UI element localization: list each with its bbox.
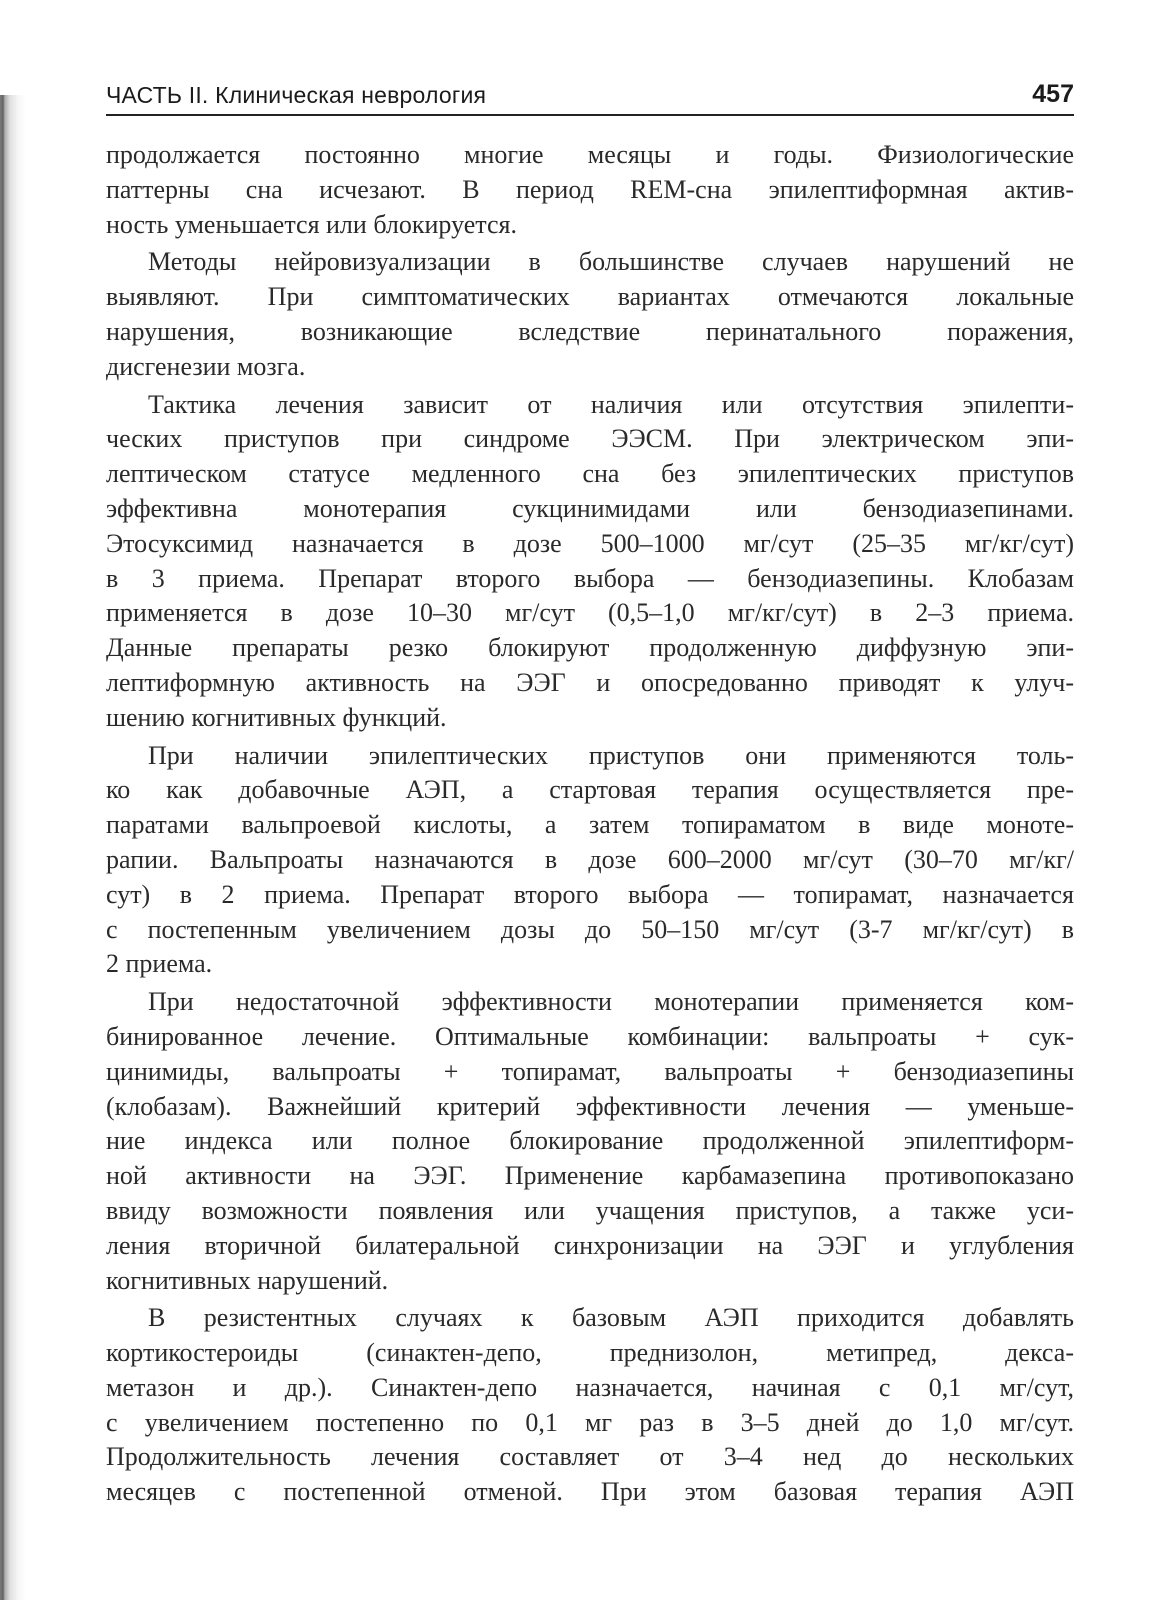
text-line: нарушения, возникающие вследствие перинатального поражения, (106, 316, 1074, 346)
text-line: ческих приступов при синдроме ЭЭСМ. При электрическом эпи- (106, 424, 1074, 454)
scan-binding-edge (0, 95, 26, 1600)
text-line: рапии. Вальпроаты назначаются в дозе 600–2000 мг/сут (30–70 мг/кг/ (106, 844, 1074, 874)
text-line: шению когнитивных функций. (106, 702, 447, 732)
text-line: когнитивных нарушений. (106, 1265, 389, 1295)
text-line: Этосуксимид назначается в дозе 500–1000 мг/сут (25–35 мг/кг/сут) (106, 528, 1074, 558)
text-line: цинимиды, вальпроаты + топирамат, вальпроаты + бензодиазепины (106, 1056, 1074, 1086)
text-line: паратами вальпроевой кислоты, а затем топираматом в виде моноте- (106, 810, 1074, 840)
text-line: месяцев с постепенной отменой. При этом базовая терапия АЭП (106, 1477, 1074, 1507)
text-line: Данные препараты резко блокируют продолженную диффузную эпи- (106, 633, 1074, 663)
paragraph (106, 985, 1074, 1298)
running-header (106, 80, 1074, 116)
page-number: 457 (1032, 80, 1074, 108)
text-line: ввиду возможности появления или учащения приступов, а также уси- (106, 1195, 1074, 1225)
text-line: в 3 приема. Препарат второго выбора — бензодиазепины. Клобазам (106, 563, 1074, 593)
text-line: 2 приема. (106, 949, 213, 979)
text-line: ления вторичной билатеральной синхронизации на ЭЭГ и углубления (106, 1230, 1074, 1260)
text-line: При недостаточной эффективности монотерапии применяется ком- (148, 987, 1074, 1017)
text-line: сут) в 2 приема. Препарат второго выбора — топирамат, назначается (106, 879, 1074, 909)
text-line: бинированное лечение. Оптимальные комбинации: вальпроаты + сук- (106, 1021, 1074, 1051)
text-line: кортикостероиды (синактен-депо, преднизолон, метипред, декса- (106, 1338, 1074, 1368)
text-line: эффективна монотерапия сукцинимидами или бензодиазепинами. (106, 493, 1074, 523)
paragraph (106, 739, 1074, 983)
paragraph (106, 388, 1074, 736)
text-line: ной активности на ЭЭГ. Применение карбамазепина противопоказано (106, 1161, 1074, 1191)
text-line: метазон и др.). Синактен-депо назначается, начиная с 0,1 мг/сут, (106, 1372, 1074, 1402)
paragraph (106, 138, 1074, 242)
text-line: с увеличением постепенно по 0,1 мг раз в 3–5 дней до 1,0 мг/сут. (106, 1407, 1074, 1437)
text-line: ние индекса или полное блокирование продолженной эпилептиформ- (106, 1126, 1074, 1156)
body-text (106, 138, 1074, 1513)
text-line: (клобазам). Важнейший критерий эффективности лечения — уменьше- (106, 1091, 1074, 1121)
text-line: При наличии эпилептических приступов они применяются толь- (148, 740, 1074, 770)
text-line: лептическом статусе медленного сна без эпилептических приступов (106, 459, 1074, 489)
text-line: лептиформную активность на ЭЭГ и опосредованно приводят к улуч- (106, 667, 1074, 697)
text-line: Продолжительность лечения составляет от 3–4 нед до нескольких (106, 1442, 1074, 1472)
text-line: с постепенным увеличением дозы до 50–150 мг/сут (3-7 мг/кг/сут) в (106, 914, 1074, 944)
text-line: ко как добавочные АЭП, а стартовая терапия осуществляется пре- (106, 775, 1074, 805)
text-line: дисгенезии мозга. (106, 351, 306, 381)
text-line: В резистентных случаях к базовым АЭП приходится добавлять (148, 1303, 1074, 1333)
text-line: применяется в дозе 10–30 мг/сут (0,5–1,0 мг/кг/сут) в 2–3 приема. (106, 598, 1074, 628)
text-line: выявляют. При симптоматических вариантах отмечаются локальные (106, 282, 1074, 312)
running-header-title: ЧАСТЬ II. Клиническая неврология (106, 82, 487, 108)
text-line: паттерны сна исчезают. В период REM-сна эпилептиформная актив- (106, 174, 1074, 204)
text-line: продолжается постоянно многие месяцы и годы. Физиологические (106, 140, 1074, 169)
paragraph (106, 1301, 1074, 1510)
text-line: Методы нейровизуализации в большинстве случаев нарушений не (148, 247, 1074, 277)
text-line: ность уменьшается или блокируется. (106, 209, 517, 239)
paragraph (106, 245, 1074, 384)
text-line: Тактика лечения зависит от наличия или отсутствия эпилепти- (148, 389, 1074, 419)
